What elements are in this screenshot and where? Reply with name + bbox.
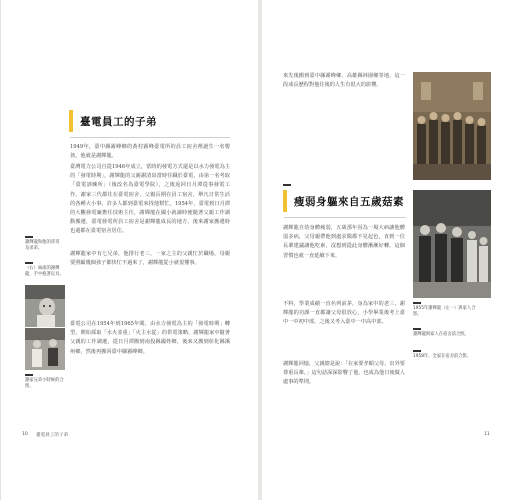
caption-marker bbox=[25, 262, 33, 264]
paragraph: 謝輝龍自幼身體瘦弱，五歲那年因為一場大病讓他體弱多病，父母親帶他到處求醫都不見起色，直到一位長輩建議讓他吃素，沒想到從此身體漸漸好轉，這個習慣也就一直延續下來。 bbox=[283, 225, 405, 259]
section-accent-bar bbox=[283, 190, 287, 212]
paragraph: 1949年，臺中縣霧峰鄉的黃村霧峰臺電所的員工宿舍裡誕生一名嬰孩，他就是謝輝龍。 bbox=[70, 144, 230, 160]
photo-caption: 謝輝龍和他的哥哥及弟弟。 bbox=[25, 240, 60, 251]
family-photo-bottom bbox=[413, 190, 491, 298]
photo-caption: 謝輝龍與家人在宿舍前合照。 bbox=[413, 332, 469, 337]
family-photo-top bbox=[413, 72, 491, 180]
paragraph: 臺電公司在1954年到1965年間，由水力發電為主的「發電時期」轉型，開始採取「水火並重」「火主水從」的供電策略，謝輝龍家中隨著父親的工作調遷，從日月潭搬到南投縣國姓鄉，後來又搬到彰化縣溪州鄉，然後再搬回臺中縣霧峰鄉。 bbox=[70, 321, 230, 355]
paragraph: 謝輝龍家中有七兄弟，他排行老三，一家之主的父親忙於職場，母親要照顧幾個孩子都快忙不過來了，謝輝龍從小就很懂事。 bbox=[70, 251, 230, 267]
section-title-rule bbox=[70, 137, 230, 138]
paragraph: 臺灣電力公司自從1946年成立，當時的發電方式還是以水力發電為主的「發電時期」，謝輝龍的父親謝清泉當時任職於臺電，由第一名考取「臺電訓練所」（後改名為臺電學院），之後返回日月潭從事發電工作。謝家三代都住在臺電宿舍，父親長期在員工宿舍，舉凡日常生活的各種大小事，許多人都到臺電來找他幫忙。1954年，臺電到日月潭的大觀發電廠擔任技術主任，謝輝龍在國小就讀時便隨著父親工作調動搬遷，臺電發電所員工宿舍是謝輝龍成長的地方，後來謝家搬遷時也還都在臺電宿舍居住。 bbox=[70, 164, 230, 235]
baby-photo bbox=[25, 285, 65, 327]
photo-caption: 1955年謝輝龍（左一）與家人合影。 bbox=[413, 306, 476, 317]
caption-marker bbox=[413, 302, 421, 304]
caption-marker bbox=[283, 184, 291, 186]
paragraph: 不料，學業成績一直名列前茅，身為家中的老三，謝輝龍的功課一直都讓父母很放心，小學畢業後考上臺中一中初中部，之後又考入臺中一中高中部。 bbox=[283, 301, 405, 326]
running-head: 臺電員工的子弟 bbox=[36, 433, 69, 438]
photo-caption: 謝家兄弟小時候的合照。 bbox=[25, 378, 64, 389]
caption-marker bbox=[25, 374, 33, 376]
photo-caption: （右）兩歲的謝輝龍，手中抱著玩具。 bbox=[25, 266, 64, 277]
caption-marker bbox=[413, 350, 421, 352]
section-title: 臺電員工的子弟 bbox=[80, 116, 157, 128]
paragraph: 來先後搬到臺中縣霧峰鄉、高雄縣林園鄉等地，這一段成長歷程對他往後的人生有很大的影響。 bbox=[283, 73, 405, 89]
caption-marker bbox=[25, 236, 33, 238]
section-accent-bar bbox=[69, 110, 73, 132]
page-number: 10 bbox=[22, 432, 28, 437]
section-title-rule bbox=[284, 217, 406, 218]
children-photo bbox=[25, 328, 65, 370]
page-number: 11 bbox=[484, 432, 490, 437]
paragraph: 謝輝龍回憶，父親總是說：「在家要孝順父母，出外要尊重長輩。」這句話深深影響了他，也成為他日後做人處事的準則。 bbox=[283, 361, 405, 386]
caption-marker bbox=[413, 328, 421, 330]
photo-caption: 1958年，全家在宿舍前合影。 bbox=[413, 354, 472, 359]
section-title: 瘦弱身軀來自五歲菇素 bbox=[294, 196, 404, 208]
